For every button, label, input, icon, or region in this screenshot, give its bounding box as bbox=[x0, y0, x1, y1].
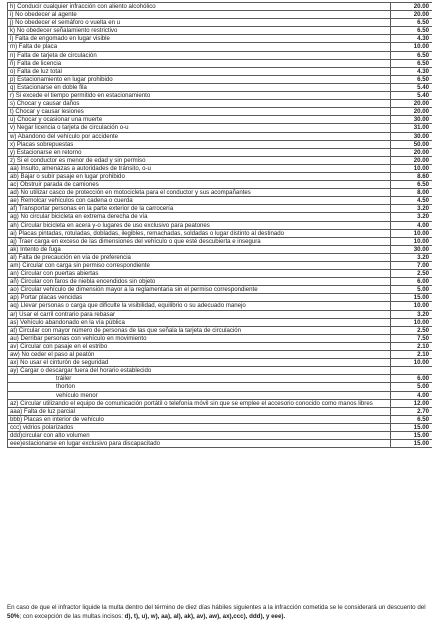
fine-amount: 6.50 bbox=[391, 181, 432, 189]
fine-description: z) Si el conductor es menor de edad y sin permiso bbox=[8, 156, 391, 164]
note-incisos: d), t), u), w), aa), al), ak), av), aw), ax),ccc), ddd), y eee). bbox=[124, 612, 286, 620]
fine-amount: 20.00 bbox=[391, 148, 432, 156]
fine-amount: 10.00 bbox=[391, 43, 432, 51]
fine-row bbox=[8, 367, 432, 375]
fine-description: i) No obedecer al agente bbox=[8, 11, 391, 19]
fine-description: l) Falta de engomado en lugar visible bbox=[8, 35, 391, 43]
fine-row bbox=[8, 59, 432, 67]
fine-row bbox=[8, 124, 432, 132]
fine-description: ddd)circular con alto volumen bbox=[8, 431, 391, 439]
fine-amount: 4.00 bbox=[391, 391, 432, 399]
fine-row bbox=[8, 132, 432, 140]
fine-description: ak) Intento de fuga bbox=[8, 245, 391, 253]
fine-description: ay) Cargar o descargar fuera del horario establecido bbox=[8, 367, 391, 375]
fine-amount: 4.30 bbox=[391, 35, 432, 43]
fine-description: aaa) Falta de luz parcial bbox=[8, 407, 391, 415]
fine-row bbox=[8, 262, 432, 270]
fine-row bbox=[8, 391, 432, 399]
fine-amount: 2.10 bbox=[391, 351, 432, 359]
note-text-2: ; con excepción de las multas incisos: bbox=[19, 612, 125, 620]
fine-description: aw) No ceder el paso al peatón bbox=[8, 351, 391, 359]
fine-amount: 10.00 bbox=[391, 302, 432, 310]
fine-description: au) Derribar personas con vehículo en movimiento bbox=[8, 334, 391, 342]
fine-row bbox=[8, 11, 432, 19]
fine-row bbox=[8, 334, 432, 342]
fine-description: ab) Bajar o subir pasaje en lugar prohibido bbox=[8, 172, 391, 180]
fine-row bbox=[8, 19, 432, 27]
fine-amount: 3.20 bbox=[391, 253, 432, 261]
fine-amount: 6.50 bbox=[391, 19, 432, 27]
fine-description: j) No obedecer el semáforo o vuelta en u bbox=[8, 19, 391, 27]
fine-row bbox=[8, 221, 432, 229]
fine-description: o) Falta de luz total bbox=[8, 67, 391, 75]
fine-row bbox=[8, 359, 432, 367]
fine-row bbox=[8, 294, 432, 302]
fine-description: ai) Placas pintadas, rotuladas, dobladas, ilegibles, remachadas, soldadas o lugar distinto al destinado bbox=[8, 229, 391, 237]
fine-row bbox=[8, 237, 432, 245]
fine-amount: 20.00 bbox=[391, 108, 432, 116]
fines-document bbox=[7, 2, 429, 448]
fine-amount: 2.50 bbox=[391, 270, 432, 278]
fine-row bbox=[8, 375, 432, 383]
note-percent: 50% bbox=[7, 612, 20, 620]
fine-amount: 6.50 bbox=[391, 415, 432, 423]
fine-description: ap) Portar placas vencidas bbox=[8, 294, 391, 302]
fine-description: ac) Obstruir parada de camiones bbox=[8, 181, 391, 189]
fine-amount: 6.50 bbox=[391, 59, 432, 67]
fine-row bbox=[8, 302, 432, 310]
fine-amount: 50.00 bbox=[391, 140, 432, 148]
fine-amount: 2.50 bbox=[391, 326, 432, 334]
fine-row bbox=[8, 108, 432, 116]
fine-amount: 2.10 bbox=[391, 342, 432, 350]
fine-amount: 6.50 bbox=[391, 27, 432, 35]
fine-row bbox=[8, 383, 432, 391]
fine-description: an) Circular con puertas abiertas bbox=[8, 270, 391, 278]
fine-row bbox=[8, 431, 432, 439]
fine-amount: 4.30 bbox=[391, 67, 432, 75]
fine-description: y) Estacionarse en retorno bbox=[8, 148, 391, 156]
fine-row bbox=[8, 286, 432, 294]
fine-amount: 10.00 bbox=[391, 229, 432, 237]
fine-row bbox=[8, 415, 432, 423]
fine-row bbox=[8, 253, 432, 261]
fine-amount: 12.00 bbox=[391, 399, 432, 407]
fine-description: n) Falta de tarjeta de circulación bbox=[8, 51, 391, 59]
fine-amount: 20.00 bbox=[391, 11, 432, 19]
fine-amount: 2.70 bbox=[391, 407, 432, 415]
fine-amount: 8.60 bbox=[391, 172, 432, 180]
fine-description: af) Transportar personas en la parte exterior de la carrocería bbox=[8, 205, 391, 213]
fine-description: ah) Circular bicicleta en acera y-o lugares de uso exclusivo para peatones bbox=[8, 221, 391, 229]
fine-amount: 15.00 bbox=[391, 440, 432, 448]
fine-row bbox=[8, 407, 432, 415]
fine-row bbox=[8, 399, 432, 407]
fines-table bbox=[7, 2, 432, 448]
fine-description: s) Chocar y causar daños bbox=[8, 100, 391, 108]
fine-row bbox=[8, 140, 432, 148]
fine-row bbox=[8, 197, 432, 205]
fine-description: k) No obedecer señalamiento restrictivo bbox=[8, 27, 391, 35]
fine-description: m) Falta de placa bbox=[8, 43, 391, 51]
fine-description: ad) No utilizar casco de protección en motocicleta para el conductor y sus acompañantes bbox=[8, 189, 391, 197]
fine-row bbox=[8, 229, 432, 237]
fine-description: ag) No circular bicicleta en extrema derecha de vía bbox=[8, 213, 391, 221]
fine-description: r) Si excede el tiempo permitido en estacionamiento bbox=[8, 92, 391, 100]
fine-description: at) Circular con mayor número de personas de las que señala la tarjeta de circulación bbox=[8, 326, 391, 334]
fine-amount: 30.00 bbox=[391, 116, 432, 124]
fine-amount: 6.00 bbox=[391, 375, 432, 383]
fine-amount: 30.00 bbox=[391, 245, 432, 253]
fine-row bbox=[8, 270, 432, 278]
fine-row bbox=[8, 51, 432, 59]
fine-description: h) Conducir cualquier infracción con aliento alcohólico bbox=[8, 3, 391, 11]
fine-description: aa) Insulto, amenazas a autoridades de tránsito, o-u bbox=[8, 164, 391, 172]
discount-note bbox=[7, 604, 427, 621]
fine-amount: 10.00 bbox=[391, 164, 432, 172]
fine-amount: 7.00 bbox=[391, 262, 432, 270]
fine-row bbox=[8, 172, 432, 180]
fine-amount: 10.00 bbox=[391, 318, 432, 326]
fine-row bbox=[8, 326, 432, 334]
fine-amount: 15.00 bbox=[391, 294, 432, 302]
fine-amount: 15.00 bbox=[391, 431, 432, 439]
fine-description: al) Falta de precaución en vía de preferencia bbox=[8, 253, 391, 261]
fine-amount: 6.50 bbox=[391, 75, 432, 83]
fine-description: ao) Circular vehículo de dimensión mayor a la reglamentaria sin el permiso correspondiente bbox=[8, 286, 391, 294]
fine-amount: 3.20 bbox=[391, 310, 432, 318]
fine-row bbox=[8, 67, 432, 75]
fine-description: t) Chocar y causar lesiones bbox=[8, 108, 391, 116]
fine-amount: 7.50 bbox=[391, 334, 432, 342]
fine-description: w) Abandono del vehículo por accidente bbox=[8, 132, 391, 140]
fine-amount: 31.00 bbox=[391, 124, 432, 132]
fine-amount: 3.20 bbox=[391, 213, 432, 221]
fine-row bbox=[8, 189, 432, 197]
fine-description: ccc) vidrios polarizados bbox=[8, 423, 391, 431]
fine-description: eee)estacionarse en lugar exclusivo para discapacitado bbox=[8, 440, 391, 448]
fine-amount: 15.00 bbox=[391, 423, 432, 431]
fine-row bbox=[8, 213, 432, 221]
fine-description: u) Chocar y ocasionar una muerte bbox=[8, 116, 391, 124]
fine-amount: 4.00 bbox=[391, 221, 432, 229]
fine-description: ñ) Falta de licencia bbox=[8, 59, 391, 67]
fine-amount: 5.40 bbox=[391, 83, 432, 91]
fine-row bbox=[8, 75, 432, 83]
fine-row bbox=[8, 310, 432, 318]
fine-description: ax) No usar el cinturón de seguridad bbox=[8, 359, 391, 367]
fine-row bbox=[8, 245, 432, 253]
fine-amount: 4.50 bbox=[391, 197, 432, 205]
fine-description: tráiler bbox=[8, 375, 391, 383]
fine-row bbox=[8, 148, 432, 156]
fine-row bbox=[8, 318, 432, 326]
fine-amount: 6.00 bbox=[391, 278, 432, 286]
fine-amount: 5.00 bbox=[391, 286, 432, 294]
fine-description: aj) Traer carga en exceso de las dimensiones del vehículo o que esté descubierta e insegura bbox=[8, 237, 391, 245]
fine-description: az) Circular utilizando el equipo de comunicación portátil o telefonía móvil sin que se emplee el accesorio conocido como manos libres bbox=[8, 399, 391, 407]
note-text-1: En caso de que el infractor liquide la multa dentro del término de diez días hábiles siguientes a la infracción cometida se le considerará un descuento del bbox=[7, 604, 426, 611]
fine-description: av) Circular con pasaje en el estribo bbox=[8, 342, 391, 350]
fine-row bbox=[8, 181, 432, 189]
fine-row bbox=[8, 423, 432, 431]
fine-row bbox=[8, 156, 432, 164]
fine-row bbox=[8, 100, 432, 108]
fine-description: am) Circular con carga sin permiso correspondiente bbox=[8, 262, 391, 270]
fine-description: añ) Circular con faros de niebla encendidos sin objeto bbox=[8, 278, 391, 286]
fine-amount: 5.40 bbox=[391, 92, 432, 100]
fine-amount: 20.00 bbox=[391, 3, 432, 11]
fine-description: as) Vehículo abandonado en la vía pública bbox=[8, 318, 391, 326]
fine-row bbox=[8, 92, 432, 100]
fine-amount: 10.00 bbox=[391, 359, 432, 367]
fine-amount bbox=[391, 367, 432, 375]
fine-description: x) Placas sobrepuestas bbox=[8, 140, 391, 148]
fine-description: bbb) Placas en interior de vehículo bbox=[8, 415, 391, 423]
fine-row bbox=[8, 27, 432, 35]
fine-description: ar) Usar el carril contrario para rebasar bbox=[8, 310, 391, 318]
fine-row bbox=[8, 164, 432, 172]
fine-row bbox=[8, 342, 432, 350]
fine-amount: 8.00 bbox=[391, 189, 432, 197]
fine-amount: 20.00 bbox=[391, 156, 432, 164]
fine-row bbox=[8, 351, 432, 359]
fine-row bbox=[8, 35, 432, 43]
fine-amount: 10.00 bbox=[391, 237, 432, 245]
fine-row bbox=[8, 205, 432, 213]
fine-row bbox=[8, 440, 432, 448]
fine-description: vehículo menor bbox=[8, 391, 391, 399]
fine-amount: 3.20 bbox=[391, 205, 432, 213]
fine-row bbox=[8, 116, 432, 124]
fine-description: p) Estacionamiento en lugar prohibido bbox=[8, 75, 391, 83]
fine-row bbox=[8, 43, 432, 51]
fine-amount: 30.00 bbox=[391, 132, 432, 140]
fine-description: aq) Llevar personas o carga que dificulte la visibilidad, equilibrio o su adecuado manejo bbox=[8, 302, 391, 310]
fine-description: q) Estacionarse en doble fila bbox=[8, 83, 391, 91]
fine-description: ae) Remolcar vehículos con cadena o cuerda bbox=[8, 197, 391, 205]
fine-amount: 20.00 bbox=[391, 100, 432, 108]
fine-description: v) Negar licencia o tarjeta de circulación o-u bbox=[8, 124, 391, 132]
fine-row bbox=[8, 3, 432, 11]
fine-description: thorton bbox=[8, 383, 391, 391]
fine-amount: 6.50 bbox=[391, 51, 432, 59]
fine-row bbox=[8, 83, 432, 91]
fine-row bbox=[8, 278, 432, 286]
fine-amount: 5.00 bbox=[391, 383, 432, 391]
